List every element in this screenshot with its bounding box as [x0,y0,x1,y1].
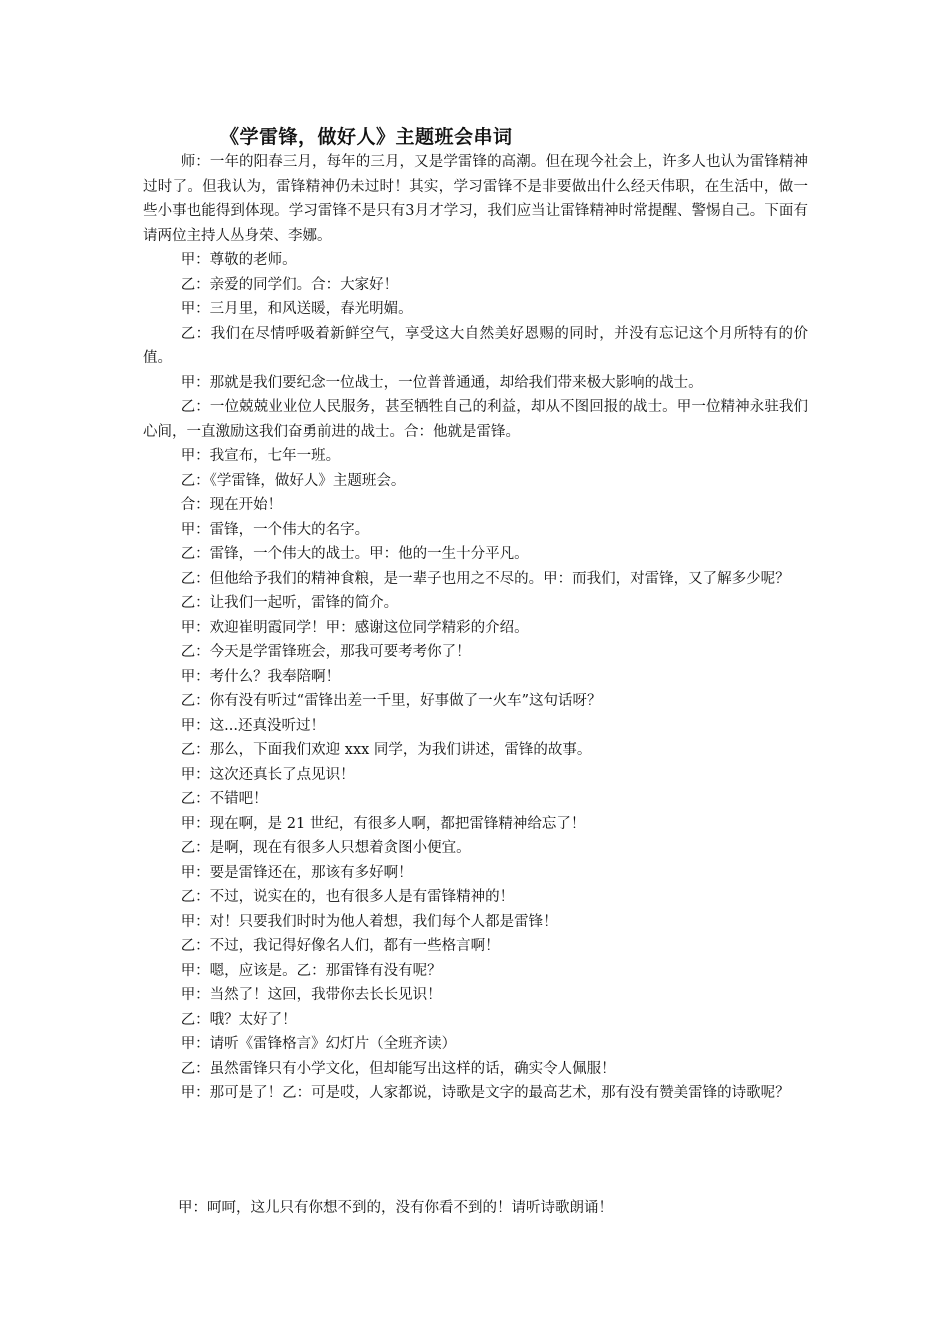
paragraph: 乙：不过，我记得好像名人们，都有一些格言啊！ [180,938,500,954]
paragraph: 甲：那可是了！乙：可是哎，人家都说，诗歌是文字的最高艺术，那有没有赞美雷锋的诗歌呢？ [180,1085,790,1101]
paragraph: 乙：一位兢兢业业位人民服务，甚至牺牲自己的利益，却从不图回报的战士。甲一位精神永驻我们心间，一直激励这我们奋勇前进的战士。合：他就是雷锋。 [143,399,808,440]
paragraph: 乙：虽然雷锋只有小学文化，但却能写出这样的话，确实令人佩服！ [180,1060,616,1077]
document-title: 《学雷锋，做好人》主题班会串词 [220,126,513,148]
paragraph: 甲：当然了！这回，我带你去长长见识！ [180,987,442,1003]
paragraph: 乙：你有没有听过“雷锋出差一千里，好事做了一火车”这句话呀？ [180,693,602,709]
paragraph: 甲：那就是我们要纪念一位战士，一位普普通通，却给我们带来极大影响的战士。 [180,374,703,391]
paragraph: 甲：要是雷锋还在，那该有多好啊！ [180,864,413,881]
paragraph: 乙：雷锋，一个伟大的战士。甲：他的一生十分平凡。 [180,546,529,562]
paragraph: 甲：现在啊，是 21 世纪，有很多人啊，都把雷锋精神给忘了！ [180,815,586,832]
paragraph: 甲：嗯，应该是。乙：那雷锋有没有呢？ [180,962,442,979]
paragraph: 师：一年的阳春三月，每年的三月，又是学雷锋的高潮。但在现今社会上，许多人也认为雷锋精神过时了。但我认为，雷锋精神仍未过时！其实，学习雷锋不是非要做出什么经天伟职，在生活中，做一些小事也能得到体现。学习雷锋不是只有3月才学习，我们应当让雷锋精神时常提醒、警惕自己。下面有请两位主持人丛身荣、李娜。 [143,154,808,244]
paragraph: 合：现在开始！ [180,497,283,513]
paragraph: 甲：考什么？我奉陪啊！ [180,668,341,685]
paragraph: 甲：这次还真长了点见识！ [180,766,355,783]
paragraph: 甲：欢迎崔明霞同学！甲：感谢这位同学精彩的介绍。 [180,619,529,636]
paragraph: 乙：但他给予我们的精神食粮，是一辈子也用之不尽的。甲：而我们，对雷锋，又了解多少呢？ [180,570,790,587]
paragraph: 乙：让我们一起听，雷锋的简介。 [180,595,399,611]
paragraph: 乙：不过，说实在的，也有很多人是有雷锋精神的！ [180,889,515,905]
paragraph: 乙：哦？太好了！ [180,1011,297,1028]
paragraph: 甲：三月里，和风送暖，春光明媚。 [180,301,413,317]
paragraph: 乙：是啊，现在有很多人只想着贪图小便宜。 [180,840,471,856]
paragraph: 甲：这...还真没听过！ [180,717,326,734]
paragraph: 甲：雷锋，一个伟大的名字。 [180,521,370,538]
paragraph: 甲：对！只要我们时时为他人着想，我们每个人都是雷锋！ [180,913,558,930]
paragraph: 乙：不错吧！ [180,791,268,807]
paragraph: 乙：亲爱的同学们。合：大家好！ [180,276,399,293]
paragraph: 乙：今天是学雷锋班会，那我可要考考你了！ [180,644,471,660]
paragraph: 乙：那么，下面我们欢迎 xxx 同学，为我们讲述，雷锋的故事。 [180,742,592,758]
paragraph: 甲：我宣布，七年一班。 [180,448,341,464]
paragraph: 甲：尊敬的老师。 [180,252,297,268]
document-body [143,150,808,1106]
paragraph: 甲：请听《雷锋格言》幻灯片（全班齐读） [180,1036,457,1052]
paragraph: 乙：我们在尽情呼吸着新鲜空气，享受这大自然美好恩赐的同时，并没有忘记这个月所特有的价值。 [143,325,808,366]
final-paragraph: 甲：呵呵，这儿只有你想不到的，没有你看不到的！请听诗歌朗诵！ [178,1200,613,1216]
paragraph: 乙：《学雷锋，做好人》主题班会。 [180,472,406,489]
